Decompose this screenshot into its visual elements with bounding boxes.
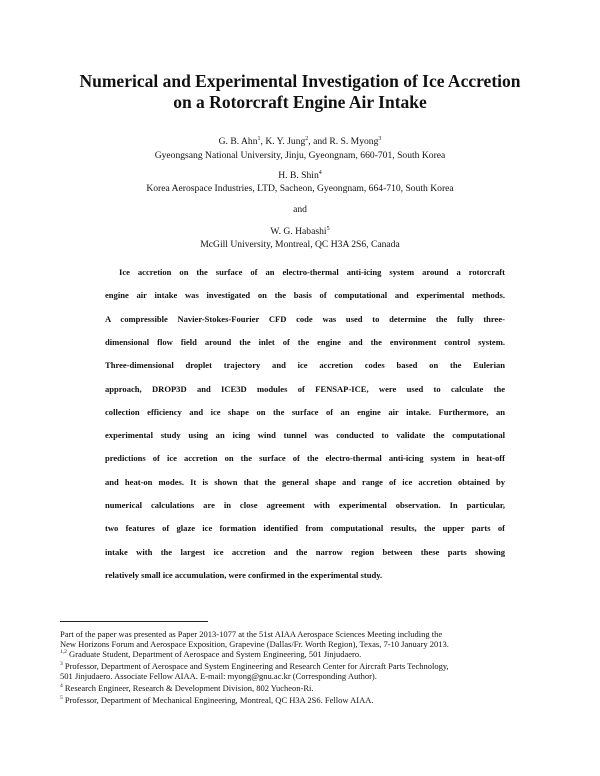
abstract-line: relatively small ice accumulation, were confirmed in the experimental study.: [105, 569, 383, 580]
author-list-3: [60, 225, 540, 238]
footnote-marker: 1,2: [60, 649, 67, 656]
abstract-line: dimensional flow field around the inlet of the engine and the environment control system.: [105, 336, 505, 347]
footnote-presentation-line-1: Part of the paper was presented as Paper 2013-1077 at the 51st AIAA Aerospace Sciences Meeting including the: [60, 629, 443, 639]
footnote-text: Research Engineer, Research & Development Division, 802 Yucheon-Ri.: [62, 683, 314, 693]
footnote-marker: 5: [60, 695, 63, 702]
author-sup-2: 2: [305, 135, 309, 142]
author-name-4: H. B. Shin: [278, 170, 319, 181]
author-sup-5: 5: [326, 225, 330, 232]
title-line-2: on a Rotorcraft Engine Air Intake: [173, 92, 427, 112]
author-list-1: [60, 135, 540, 148]
author-name-1: G. B. Ahn: [218, 136, 258, 147]
footnote-3-line-2: [60, 671, 550, 681]
footnote-5: [60, 695, 550, 705]
abstract-line: A compressible Navier-Stokes-Fourier CFD code was used to determine the fully three-: [105, 313, 505, 324]
footnote-text: Professor, Department of Mechanical Engineering, Montreal, QC H3A 2S6. Fellow AIAA.: [62, 695, 374, 705]
abstract-line: predictions of ice accretion on the surface of the electro-thermal anti-icing system in heat-off: [105, 453, 505, 464]
title-line-1: Numerical and Experimental Investigation of Ice Accretion: [79, 71, 521, 91]
author-name-2: , K. Y. Jung: [260, 136, 306, 147]
author-name-5: W. G. Habashi: [270, 226, 327, 237]
footnote-1-2: [60, 649, 550, 659]
affiliation-3: McGill University, Montreal, QC H3A 2S6, Canada: [200, 239, 400, 250]
author-and: and: [293, 204, 307, 215]
footnote-presentation-line-2: New Horizons Forum and Aerospace Exposition, Grapevine (Dallas/Fr. Worth Region), Texas, 7-10 January 2013.: [60, 639, 449, 649]
abstract-line: numerical calculations are in close agreement with experimental observation. In particular,: [105, 500, 505, 510]
abstract-line: intake with the largest ice accretion and the narrow region between these parts showing: [105, 546, 505, 557]
affiliation-1: Gyeongsang National University, Jinju, Gyeongnam, 660-701, South Korea: [154, 150, 446, 161]
author-name-3: , and R. S. Myong: [308, 136, 379, 147]
author-sup-4: 4: [318, 169, 322, 176]
abstract-line: two features of glaze ice formation identified from computational results, the upper parts of: [105, 523, 505, 534]
abstract-line: Ice accretion on the surface of an electro-thermal anti-icing system around a rotorcraft: [119, 267, 505, 277]
footnote-text: Graduate Student, Department of Aerospace and System Engineering, 501 Jinjudaero.: [66, 649, 362, 659]
footnote-text: Professor, Department of Aerospace and System Engineering and Research Center for Aircraft Parts Technology,: [62, 661, 449, 671]
abstract-line: experimental study using an icing wind tunnel was conducted to validate the computational: [105, 430, 505, 441]
footnote-3-line-1: [60, 661, 550, 671]
abstract-line: and heat-on modes. It is shown that the general shape and range of ice accretion obtained by: [105, 476, 505, 487]
paper-title: [60, 71, 540, 113]
abstract-line: engine air intake was investigated on the basis of computational and experimental methods.: [105, 290, 505, 301]
author-list-2: [60, 169, 540, 182]
footnote-4: [60, 683, 550, 693]
author-sup-1: 1: [257, 135, 261, 142]
affiliation-2: Korea Aerospace Industries, LTD, Sacheon, Gyeongnam, 664-710, South Korea: [146, 183, 454, 194]
author-sup-3: 3: [378, 135, 382, 142]
footnote-marker: 4: [60, 683, 63, 690]
abstract-line: collection efficiency and ice shape on the surface of an engine air intake. Furthermore, an: [105, 406, 505, 417]
footnote-email-text: 501 Jinjudaero. Associate Fellow AIAA. E-mail: myong@gnu.ac.kr (Corresponding Author).: [60, 671, 377, 681]
abstract-line: Three-dimensional droplet trajectory and ice accretion codes based on the Eulerian: [105, 360, 505, 371]
footnote-marker: 3: [60, 661, 63, 668]
footnote-separator: [60, 621, 208, 622]
abstract-line: approach, DROP3D and ICE3D modules of FENSAP-ICE, were used to calculate the: [105, 383, 505, 394]
